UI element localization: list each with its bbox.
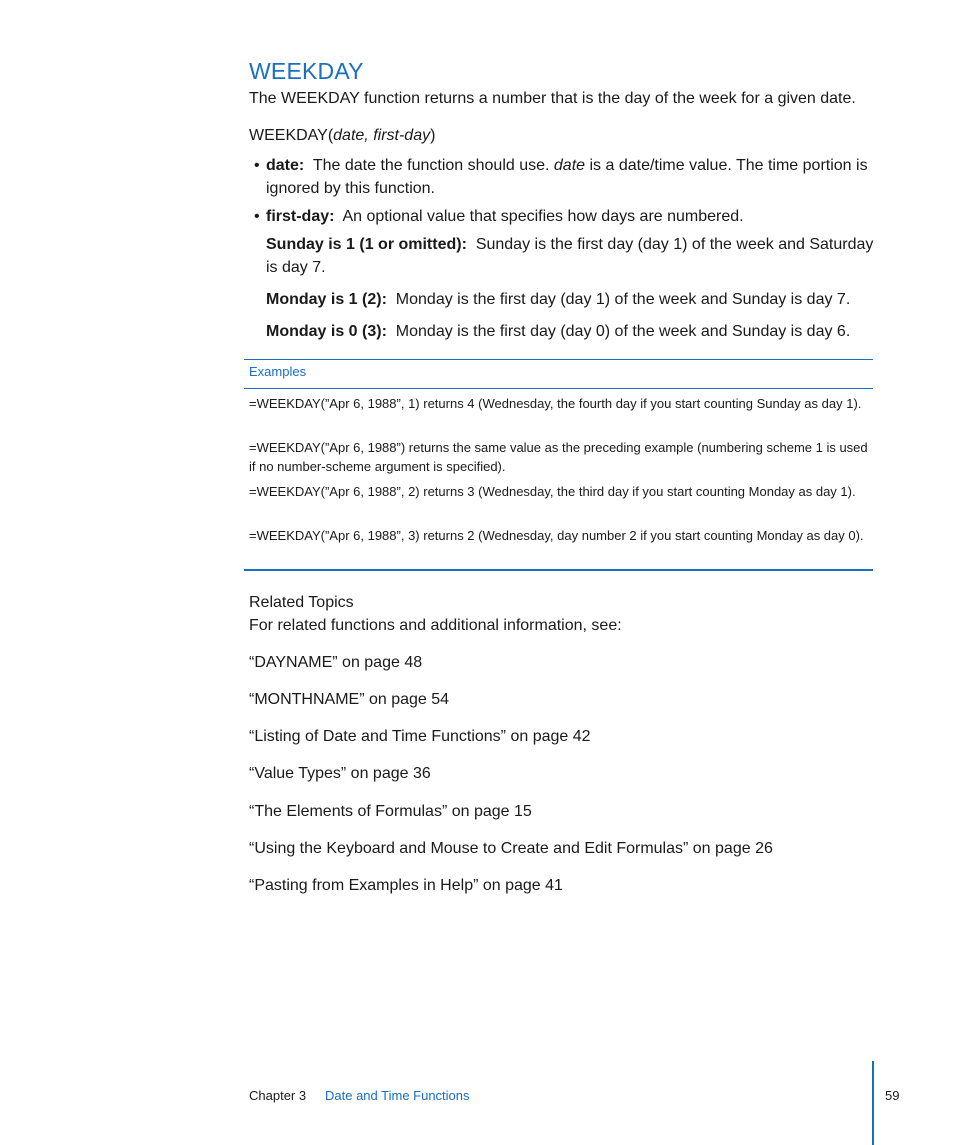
related-link-elements-of-formulas[interactable]: “The Elements of Formulas” on page 15 bbox=[249, 803, 532, 820]
related-topics-heading: Related Topics bbox=[249, 594, 354, 611]
related-link-listing-date-time[interactable]: “Listing of Date and Time Functions” on page 42 bbox=[249, 728, 591, 745]
bullet-first-day: • bbox=[254, 208, 260, 225]
argument-name-first-day: first-day: bbox=[266, 208, 335, 225]
argument-name-date: date: bbox=[266, 157, 305, 174]
argument-text-date-2: is a date/time value. The time portion is ignored by this function. bbox=[266, 157, 868, 197]
option-text: Monday is the first day (day 0) of the week and Sunday is day 6. bbox=[395, 323, 851, 340]
footer-chapter-name: Date and Time Functions bbox=[325, 1088, 470, 1103]
argument-first-day bbox=[266, 205, 874, 228]
argument-text-date-1: The date the function should use. bbox=[312, 157, 550, 174]
related-link-value-types[interactable]: “Value Types” on page 36 bbox=[249, 765, 431, 782]
syntax-args: date, first-day bbox=[333, 127, 431, 144]
option-label: Monday is 0 (3): bbox=[266, 323, 387, 340]
examples-heading: Examples bbox=[249, 364, 307, 379]
footer-chapter: Chapter 3 bbox=[249, 1088, 307, 1103]
page-number: 59 bbox=[885, 1088, 900, 1103]
function-syntax bbox=[249, 124, 435, 147]
related-link-keyboard-mouse[interactable]: “Using the Keyboard and Mouse to Create and Edit Formulas” on page 26 bbox=[249, 840, 773, 857]
footer-divider bbox=[872, 1061, 874, 1145]
related-topics-intro: For related functions and additional information, see: bbox=[249, 617, 622, 634]
syntax-name: WEEKDAY bbox=[249, 127, 328, 144]
example-item: =WEEKDAY(”Apr 6, 1988”, 2) returns 3 (Wednesday, the third day if you start counting Monday as day 1). bbox=[249, 484, 856, 499]
argument-italic-date: date bbox=[553, 157, 586, 174]
argument-date bbox=[266, 154, 874, 200]
option-text: Sunday is the first day (day 1) of the week and Saturday is day 7. bbox=[266, 236, 874, 276]
examples-header-rule bbox=[244, 388, 873, 389]
option-text: Monday is the first day (day 1) of the week and Sunday is day 7. bbox=[395, 291, 851, 308]
examples-top-rule bbox=[244, 359, 873, 360]
related-link-pasting-examples[interactable]: “Pasting from Examples in Help” on page 41 bbox=[249, 877, 563, 894]
argument-text-first-day: An optional value that specifies how days are numbered. bbox=[342, 208, 744, 225]
page-title: WEEKDAY bbox=[249, 58, 364, 84]
syntax-open-paren: ( bbox=[327, 127, 334, 144]
syntax-close-paren: ) bbox=[430, 127, 436, 144]
option-label: Monday is 1 (2): bbox=[266, 291, 387, 308]
option-sunday-1 bbox=[266, 233, 874, 279]
option-monday-1 bbox=[266, 288, 874, 311]
option-monday-0 bbox=[266, 320, 874, 343]
examples-bottom-rule bbox=[244, 569, 873, 571]
function-description: The WEEKDAY function returns a number that is the day of the week for a given date. bbox=[249, 90, 856, 107]
example-item: =WEEKDAY(”Apr 6, 1988”, 1) returns 4 (Wednesday, the fourth day if you start counting Sunday as day 1). bbox=[249, 396, 862, 411]
bullet-date: • bbox=[254, 157, 260, 174]
example-item: =WEEKDAY(”Apr 6, 1988”, 3) returns 2 (Wednesday, day number 2 if you start counting Monday as day 0). bbox=[249, 528, 864, 543]
related-link-monthname[interactable]: “MONTHNAME” on page 54 bbox=[249, 691, 450, 708]
related-link-dayname[interactable]: “DAYNAME” on page 48 bbox=[249, 654, 423, 671]
option-label: Sunday is 1 (1 or omitted): bbox=[266, 236, 467, 253]
example-item: =WEEKDAY(”Apr 6, 1988”) returns the same value as the preceding example (numbering scheme 1 is used if no number-scheme argument is specified). bbox=[249, 440, 868, 474]
